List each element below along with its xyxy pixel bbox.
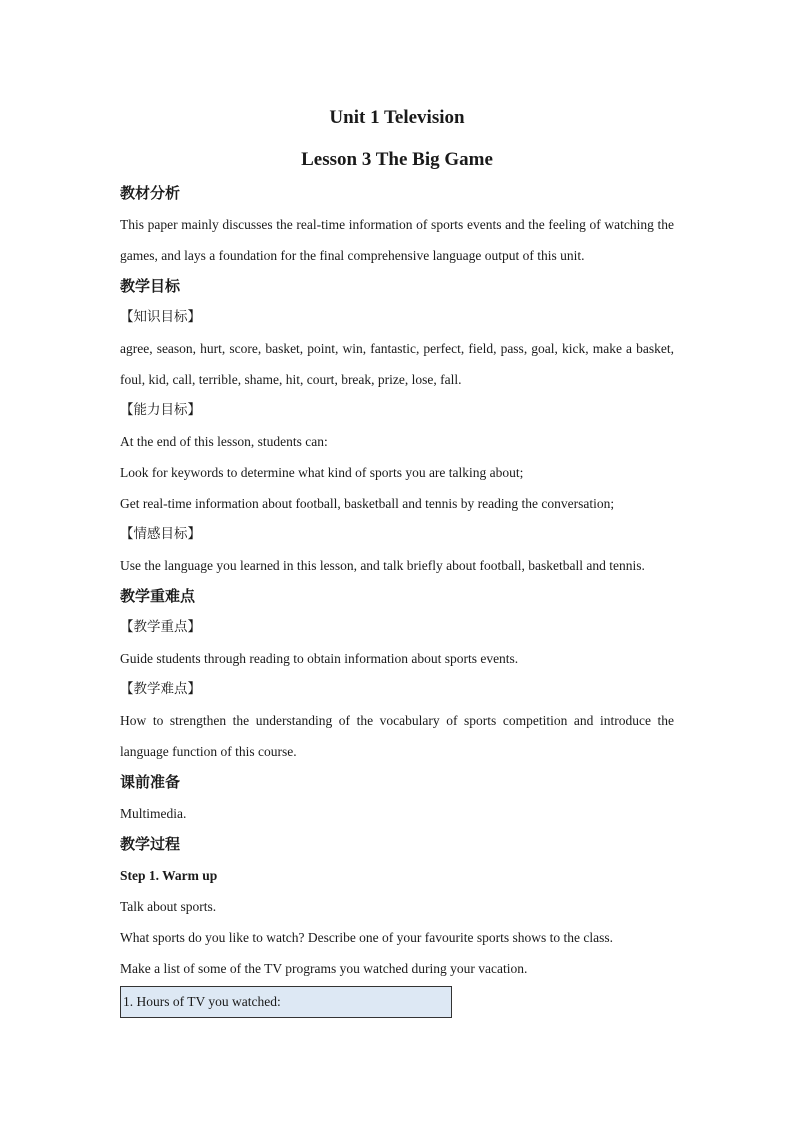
heading-teaching-process: 教学过程	[120, 835, 181, 853]
emotion-goals-text: Use the language you learned in this lesson, and talk briefly about football, basketball and tennis.	[120, 558, 645, 573]
ability-line: Get real-time information about football, basketball and tennis by reading the conversation;	[120, 496, 615, 511]
process-line: Make a list of some of the TV programs you watched during your vacation.	[120, 961, 528, 976]
preparation-text: Multimedia.	[120, 806, 187, 821]
process-line: What sports do you like to watch? Describe one of your favourite sports shows to the class.	[120, 930, 614, 945]
ability-line: At the end of this lesson, students can:	[120, 434, 328, 449]
label-key-points: 【教学重点】	[120, 619, 201, 635]
document-body	[120, 100, 674, 1018]
heading-preparation: 课前准备	[120, 773, 181, 791]
difficult-points-text: How to strengthen the understanding of the vocabulary of sports competition and introduce the language function of this course.	[120, 713, 674, 759]
material-analysis-text: This paper mainly discusses the real-time information of sports events and the feeling of watching the games, and lays a foundation for the final comprehensive language output of this unit.	[120, 217, 674, 263]
step-title: Step 1. Warm up	[120, 868, 218, 883]
knowledge-goals-text: agree, season, hurt, score, basket, point, win, fantastic, perfect, field, pass, goal, kick, make a basket, foul, kid, call, terrible, shame, hit, court, break, prize, lose, fall.	[120, 341, 674, 387]
label-knowledge-goals: 【知识目标】	[120, 309, 201, 325]
key-points-text: Guide students through reading to obtain information about sports events.	[120, 651, 519, 666]
label-ability-goals: 【能力目标】	[120, 402, 201, 418]
label-difficult-points: 【教学难点】	[120, 681, 201, 697]
label-emotion-goals: 【情感目标】	[120, 526, 201, 542]
heading-teaching-goals: 教学目标	[120, 277, 181, 295]
heading-material-analysis: 教材分析	[120, 184, 181, 202]
unit-title: Unit 1 Television	[329, 107, 465, 128]
process-line: Talk about sports.	[120, 899, 217, 914]
tv-hours-table-cell: 1. Hours of TV you watched:	[120, 986, 452, 1018]
ability-line: Look for keywords to determine what kind of sports you are talking about;	[120, 465, 524, 480]
heading-key-difficult-points: 教学重难点	[120, 587, 196, 605]
lesson-title: Lesson 3 The Big Game	[301, 149, 493, 170]
